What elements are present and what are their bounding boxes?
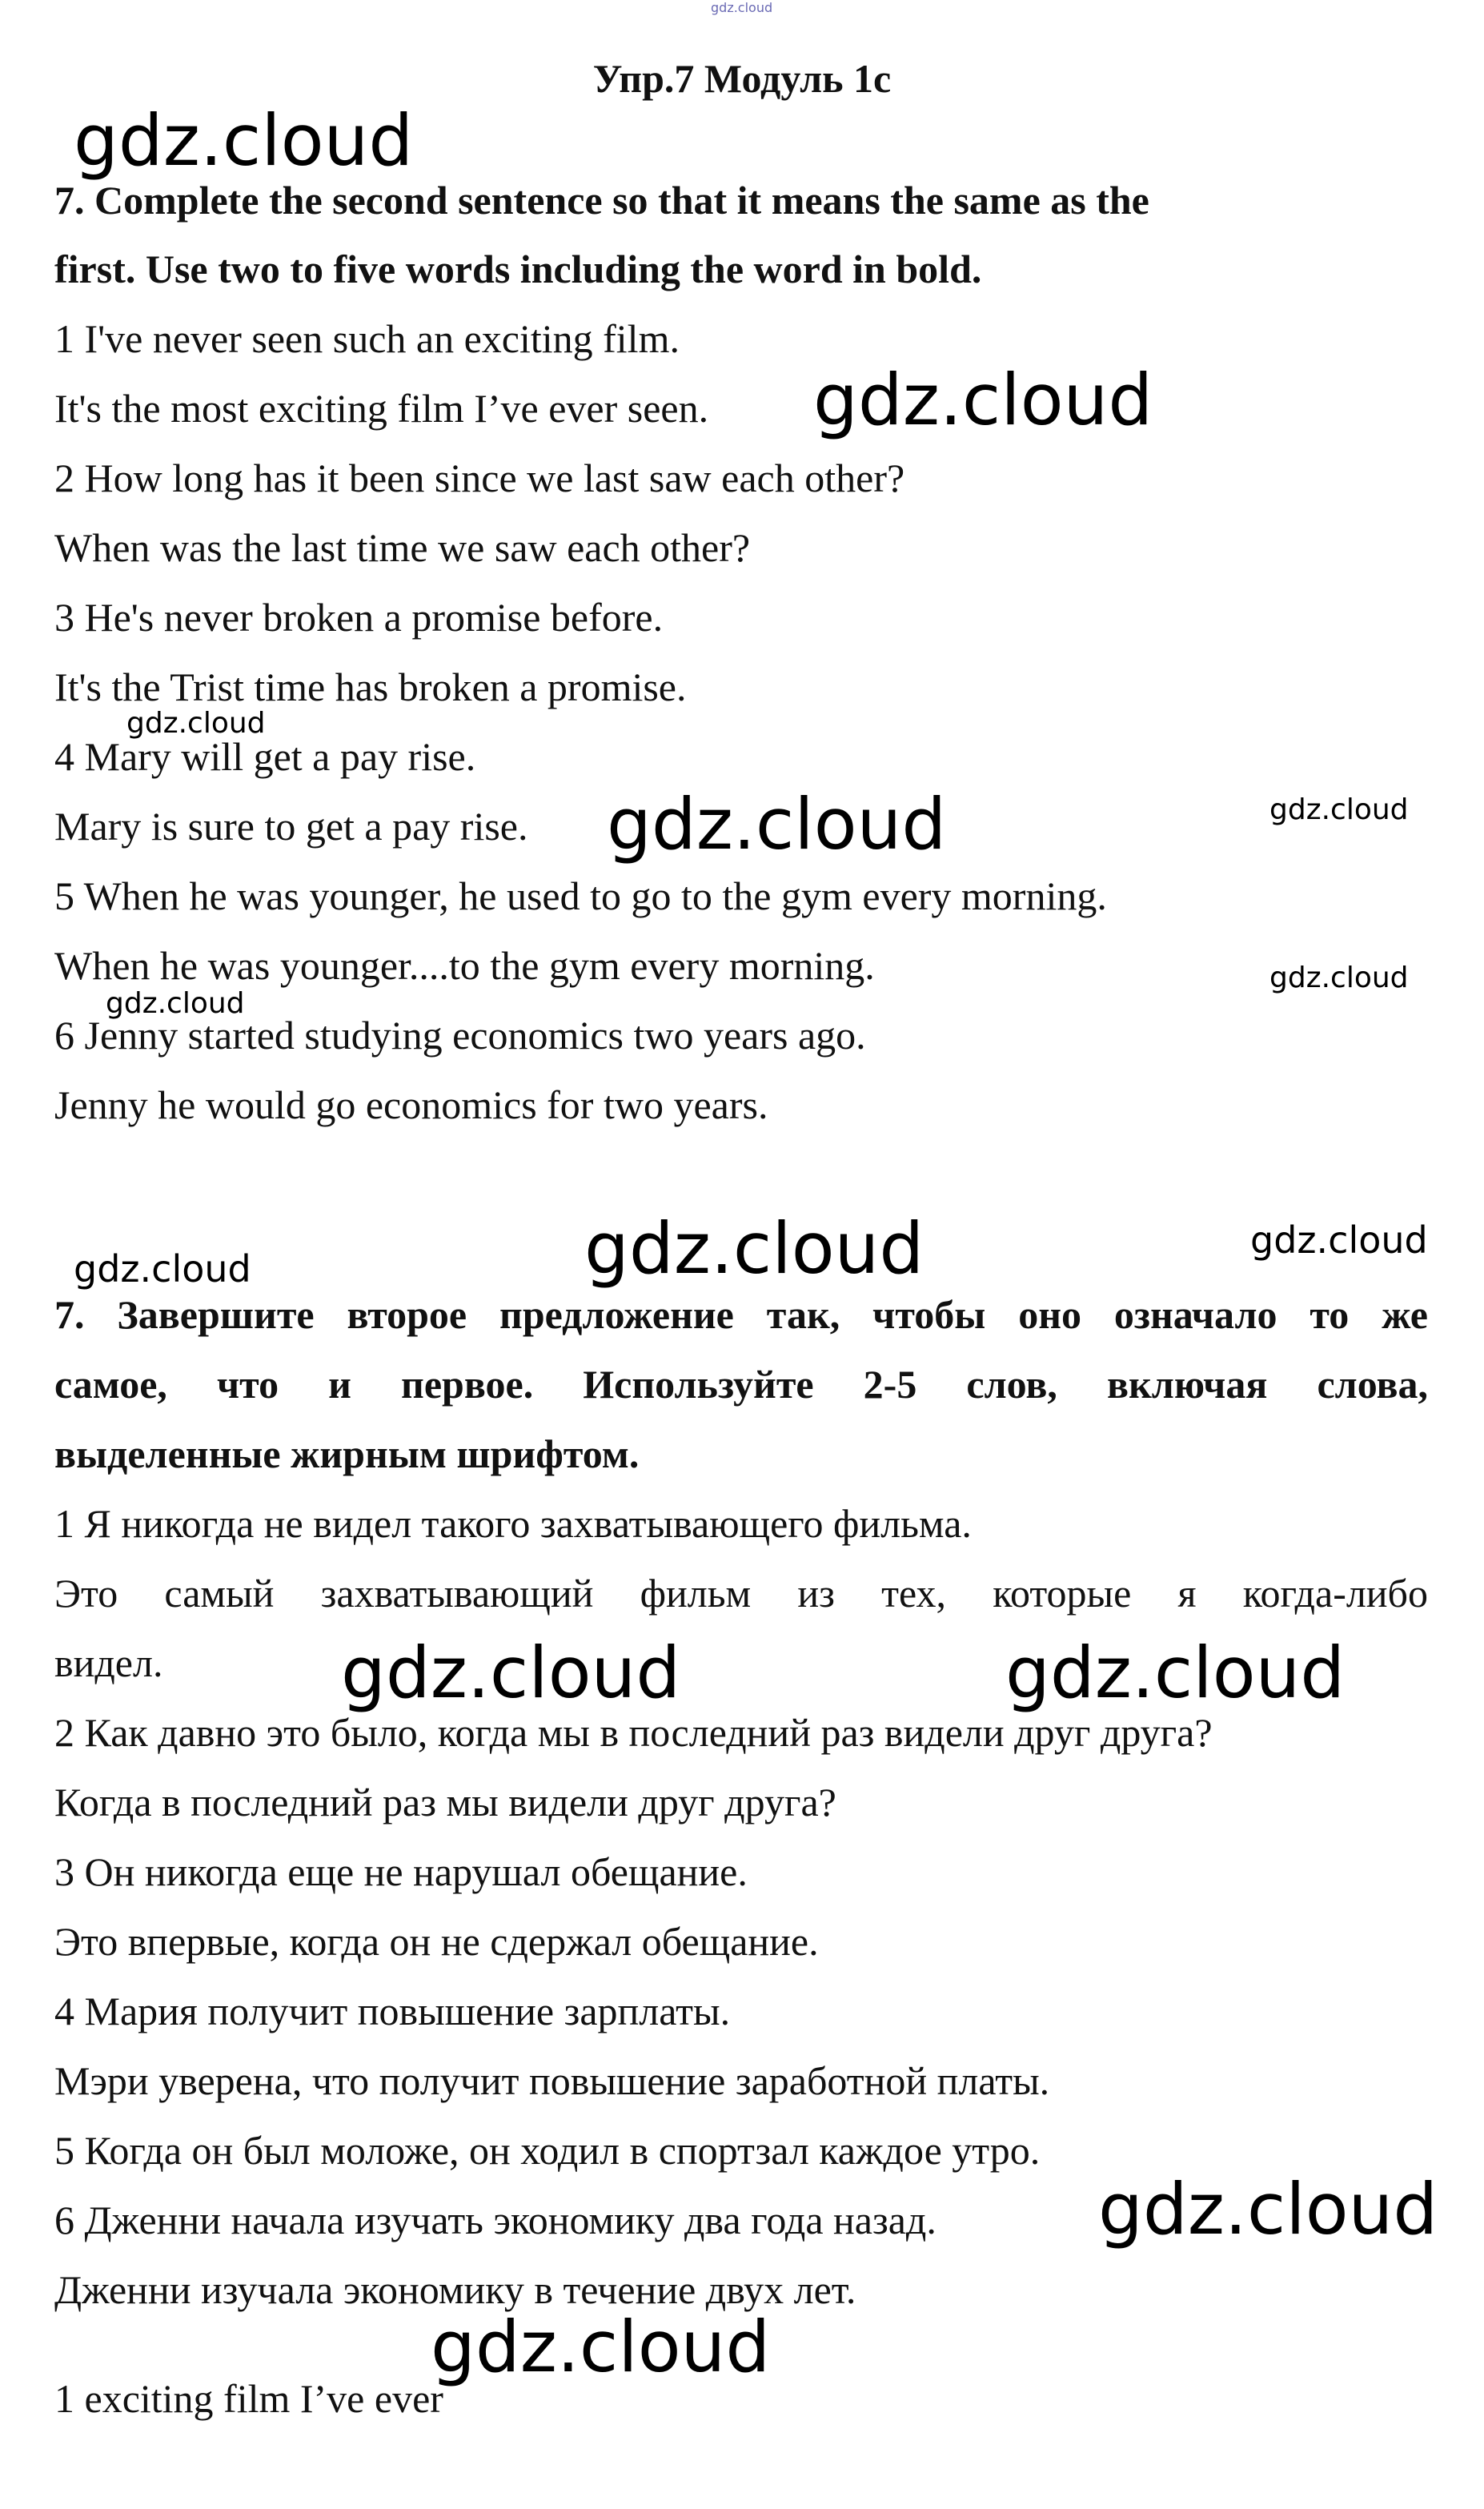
english-item-3-original: 3 He's never broken a promise before. (54, 595, 664, 640)
english-item-2-rewrite: When was the last time we saw each other? (54, 525, 751, 570)
english-item-6-rewrite: Jenny he would go economics for two years. (54, 1082, 768, 1127)
watermark: gdz.cloud (1005, 1632, 1346, 1714)
watermark-top-tiny: gdz.cloud (711, 0, 773, 15)
russian-item-4-rewrite: Мэри уверена, что получит повышение заработной платы. (54, 2058, 1050, 2103)
answer-line-1: 1 exciting film I’ve ever (54, 2376, 443, 2421)
watermark: gdz.cloud (1250, 1218, 1428, 1262)
watermark: gdz.cloud (106, 987, 245, 1020)
russian-item-5-original: 5 Когда он был моложе, он ходил в спортзал каждое утро. (54, 2128, 1041, 2173)
russian-item-2-original: 2 Как давно это было, когда мы в последний раз видели друг друга? (54, 1710, 1213, 1755)
russian-item-6-rewrite: Дженни изучала экономику в течение двух лет. (54, 2267, 856, 2312)
english-item-2-original: 2 How long has it been since we last saw each other? (54, 456, 905, 500)
watermark: gdz.cloud (74, 99, 414, 182)
english-item-4-rewrite: Mary is sure to get a pay rise. (54, 804, 528, 849)
watermark: gdz.cloud (74, 1247, 251, 1291)
watermark: gdz.cloud (1269, 961, 1409, 994)
russian-instruction-line-1: 7. Завершите второе предложение так, чтобы оно означало то же (54, 1292, 1428, 1337)
watermark: gdz.cloud (607, 783, 947, 865)
watermark: gdz.cloud (341, 1632, 681, 1714)
watermark: gdz.cloud (584, 1207, 924, 1290)
english-item-6-original: 6 Jenny started studying economics two years ago. (54, 1013, 866, 1058)
english-item-1-rewrite: It's the most exciting film I’ve ever seen. (54, 386, 709, 431)
russian-item-1-rewrite: Это самый захватывающий фильм из тех, которые я когда-либо (54, 1571, 1428, 1616)
watermark: gdz.cloud (431, 2306, 771, 2388)
watermark: gdz.cloud (1098, 2168, 1438, 2250)
watermark: gdz.cloud (1269, 793, 1409, 826)
russian-item-3-original: 3 Он никогда еще не нарушал обещание. (54, 1849, 748, 1894)
russian-instruction-line-2: самое, что и первое. Используйте 2-5 слов, включая слова, (54, 1362, 1428, 1407)
watermark: gdz.cloud (126, 707, 266, 740)
english-item-5-original: 5 When he was younger, he used to go to the gym every morning. (54, 873, 1107, 918)
russian-item-6-original: 6 Дженни начала изучать экономику два года назад. (54, 2198, 937, 2242)
russian-item-3-rewrite: Это впервые, когда он не сдержал обещание. (54, 1919, 819, 1964)
russian-item-4-original: 4 Мария получит повышение зарплаты. (54, 1989, 731, 2033)
english-item-3-rewrite: It's the Trist time has broken a promise. (54, 664, 687, 709)
russian-item-2-rewrite: Когда в последний раз мы видели друг друга? (54, 1780, 836, 1825)
russian-item-1-rewrite-end: видел. (54, 1640, 163, 1685)
russian-item-1-original: 1 Я никогда не видел такого захватывающего фильма. (54, 1501, 972, 1546)
english-instruction-line-1: 7. Complete the second sentence so that it means the same as the (54, 178, 1149, 223)
english-item-5-rewrite: When he was younger....to the gym every morning. (54, 943, 875, 988)
english-item-1-original: 1 I've never seen such an exciting film. (54, 316, 680, 361)
russian-instruction-line-3: выделенные жирным шрифтом. (54, 1431, 640, 1476)
english-instruction-line-2: first. Use two to five words including the word in bold. (54, 247, 982, 291)
page-title: Упр.7 Модуль 1с (592, 56, 892, 101)
watermark: gdz.cloud (813, 359, 1153, 441)
english-item-4-original: 4 Mary will get a pay rise. (54, 734, 476, 779)
